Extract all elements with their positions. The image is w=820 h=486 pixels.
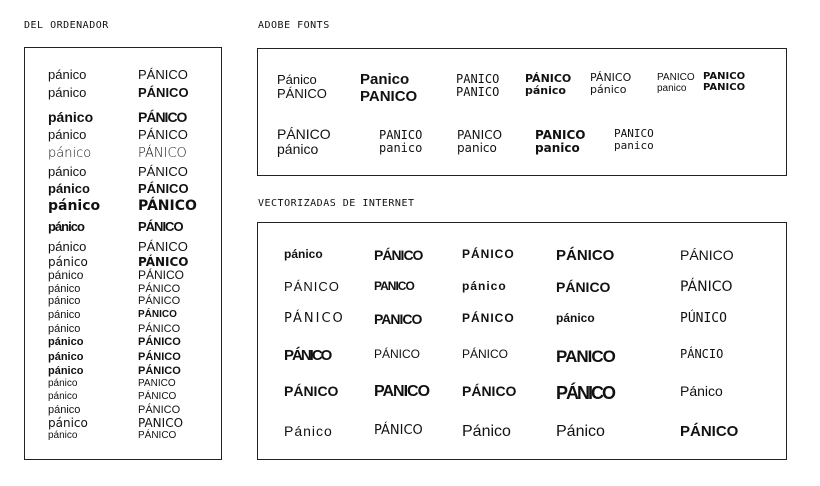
- computer-uppercase-specimen: PANICO: [138, 416, 184, 430]
- computer-uppercase-specimen: PÁNICO: [138, 295, 181, 307]
- adobe-specimen-line-1: PÁNICO: [277, 126, 331, 142]
- computer-lowercase-specimen: pánico: [48, 336, 84, 348]
- computer-lowercase-specimen: pánico: [48, 219, 84, 234]
- adobe-font-specimen: [277, 127, 331, 158]
- adobe-specimen-line-2: panico: [535, 141, 580, 156]
- adobe-specimen-line-1: PANICO: [456, 72, 500, 86]
- adobe-specimen-line-1: PÁNICO: [525, 72, 572, 85]
- internet-font-specimen: PANICO: [556, 347, 615, 366]
- computer-lowercase-specimen: pánico: [48, 351, 84, 363]
- internet-font-specimen: PÁNICO: [462, 247, 515, 261]
- computer-uppercase-specimen: PÁNICO: [138, 198, 197, 214]
- section-label-adobe: ADOBE FONTS: [258, 20, 330, 31]
- internet-font-specimen: PÁNICO: [374, 423, 423, 438]
- computer-uppercase-specimen: PÁNICO: [138, 391, 177, 402]
- adobe-fonts-panel: [257, 48, 787, 176]
- computer-uppercase-specimen: PÁNICO: [138, 85, 189, 100]
- adobe-specimen-line-1: PANICO: [379, 128, 423, 142]
- computer-uppercase-specimen: PÁNICO: [138, 268, 185, 282]
- computer-uppercase-specimen: PÁNICO: [138, 336, 181, 348]
- internet-font-specimen: pánico: [556, 311, 595, 325]
- adobe-specimen-line-2: pánico: [590, 83, 627, 97]
- internet-font-specimen: PÁNICO: [680, 423, 739, 440]
- internet-font-specimen: PÁNICO: [680, 247, 734, 263]
- computer-lowercase-specimen: pánico: [48, 85, 87, 100]
- internet-font-specimen: PÁNICO: [284, 347, 331, 364]
- internet-font-specimen: PANICO: [374, 311, 422, 327]
- computer-lowercase-specimen: pánico: [48, 309, 81, 321]
- adobe-font-specimen: [379, 129, 422, 155]
- internet-font-specimen: pánico: [284, 247, 323, 261]
- computer-uppercase-specimen: PÁNICO: [138, 365, 181, 377]
- internet-font-specimen: PÁNICO: [556, 279, 611, 295]
- computer-uppercase-specimen: PÁNICO: [138, 109, 187, 125]
- computer-uppercase-specimen: PÁNICO: [138, 323, 181, 335]
- adobe-specimen-line-1: Pánico: [277, 72, 317, 87]
- adobe-specimen-line-2: PANICO: [360, 87, 418, 105]
- adobe-specimen-line-2: PANICO: [703, 82, 746, 93]
- computer-uppercase-specimen: PÁNICO: [138, 255, 189, 269]
- adobe-specimen-line-2: pánico: [277, 141, 319, 158]
- internet-font-specimen: PANICO: [374, 279, 414, 293]
- computer-uppercase-specimen: PÁNICO: [138, 309, 177, 320]
- internet-font-specimen: Pánico: [462, 423, 511, 440]
- adobe-specimen-line-1: PANICO: [657, 72, 695, 83]
- computer-lowercase-specimen: pánico: [48, 181, 90, 196]
- adobe-font-specimen: [590, 72, 631, 96]
- computer-uppercase-specimen: PÁNICO: [138, 67, 188, 82]
- computer-uppercase-specimen: PÁNICO: [138, 181, 189, 196]
- internet-font-specimen: PÁNICO: [284, 311, 345, 326]
- internet-font-specimen: PÁNCIO: [680, 347, 724, 361]
- computer-uppercase-specimen: PÁNICO: [138, 219, 183, 234]
- computer-uppercase-specimen: PÁNICO: [138, 239, 188, 254]
- adobe-specimen-line-2: panico: [457, 141, 497, 156]
- adobe-font-specimen: [360, 72, 417, 105]
- adobe-specimen-line-1: PANICO: [457, 128, 503, 142]
- computer-lowercase-specimen: pánico: [48, 323, 81, 335]
- internet-font-specimen: PÁNICO: [462, 311, 515, 325]
- adobe-specimen-line-2: panico: [379, 141, 423, 156]
- internet-font-specimen: PÁNICO: [462, 347, 509, 361]
- internet-font-specimen: PANICO: [374, 383, 430, 400]
- computer-lowercase-specimen: pánico: [48, 109, 94, 125]
- internet-font-specimen: PÁNICO: [284, 383, 339, 399]
- computer-uppercase-specimen: PÁNICO: [138, 146, 187, 161]
- adobe-font-specimen: [535, 129, 586, 155]
- adobe-specimen-line-2: panico: [657, 83, 687, 94]
- computer-lowercase-specimen: pánico: [48, 404, 81, 416]
- section-label-internet: VECTORIZADAS DE INTERNET: [258, 198, 415, 209]
- adobe-specimen-line-2: pánico: [525, 84, 566, 98]
- computer-lowercase-specimen: pánico: [48, 430, 78, 441]
- internet-font-specimen: PÁNICO: [556, 383, 615, 403]
- internet-font-specimen: PÁNICO: [556, 247, 615, 264]
- computer-lowercase-specimen: pánico: [48, 164, 87, 179]
- adobe-specimen-line-1: PANICO: [535, 128, 586, 142]
- computer-lowercase-specimen: pánico: [48, 416, 88, 430]
- computer-uppercase-specimen: PÁNICO: [138, 351, 181, 363]
- adobe-font-specimen: [457, 129, 502, 155]
- computer-uppercase-specimen: PANICO: [138, 378, 176, 389]
- computer-lowercase-specimen: pánico: [48, 239, 87, 254]
- computer-lowercase-specimen: pánico: [48, 268, 84, 282]
- adobe-font-specimen: [456, 73, 499, 99]
- internet-font-specimen: Pánico: [556, 423, 605, 440]
- adobe-specimen-line-1: PÁNICO: [590, 71, 632, 84]
- internet-font-specimen: PÁNICO: [462, 383, 517, 399]
- adobe-specimen-line-1: PANICO: [703, 71, 746, 82]
- computer-lowercase-specimen: pánico: [48, 146, 92, 161]
- computer-uppercase-specimen: PÁNICO: [138, 430, 177, 441]
- adobe-specimen-line-2: panico: [614, 139, 654, 153]
- adobe-font-specimen: [703, 71, 745, 93]
- adobe-specimen-line-2: PANICO: [456, 85, 500, 100]
- computer-uppercase-specimen: PÁNICO: [138, 283, 181, 295]
- adobe-font-specimen: [525, 73, 571, 97]
- internet-font-specimen: PÁNICO: [374, 347, 421, 361]
- adobe-specimen-line-1: PANICO: [614, 127, 654, 140]
- computer-uppercase-specimen: PÁNICO: [138, 127, 188, 142]
- adobe-font-specimen: [614, 128, 654, 152]
- computer-lowercase-specimen: pánico: [48, 295, 81, 307]
- internet-font-specimen: PÁNICO: [680, 279, 733, 295]
- internet-font-specimen: PÚNICO: [680, 311, 727, 326]
- adobe-font-specimen: [277, 73, 327, 102]
- computer-uppercase-specimen: PÁNICO: [138, 404, 181, 416]
- computer-uppercase-specimen: PÁNICO: [138, 164, 188, 179]
- computer-lowercase-specimen: pánico: [48, 198, 101, 214]
- computer-lowercase-specimen: pánico: [48, 391, 78, 402]
- computer-lowercase-specimen: pánico: [48, 283, 81, 295]
- internet-font-specimen: Pánico: [680, 383, 723, 399]
- computer-lowercase-specimen: pánico: [48, 378, 78, 389]
- computer-lowercase-specimen: pánico: [48, 67, 87, 82]
- adobe-specimen-line-1: Panico: [360, 71, 410, 88]
- adobe-specimen-line-2: PÁNICO: [277, 86, 327, 102]
- computer-lowercase-specimen: pánico: [48, 255, 88, 269]
- computer-lowercase-specimen: pánico: [48, 127, 87, 142]
- adobe-font-specimen: [657, 72, 695, 94]
- internet-font-specimen: Pánico: [284, 423, 333, 439]
- computer-lowercase-specimen: pánico: [48, 365, 84, 377]
- internet-font-specimen: PÁNICO: [284, 279, 340, 294]
- internet-font-specimen: pánico: [462, 279, 507, 293]
- internet-font-specimen: PÁNICO: [374, 247, 423, 263]
- section-label-computer: DEL ORDENADOR: [24, 20, 109, 31]
